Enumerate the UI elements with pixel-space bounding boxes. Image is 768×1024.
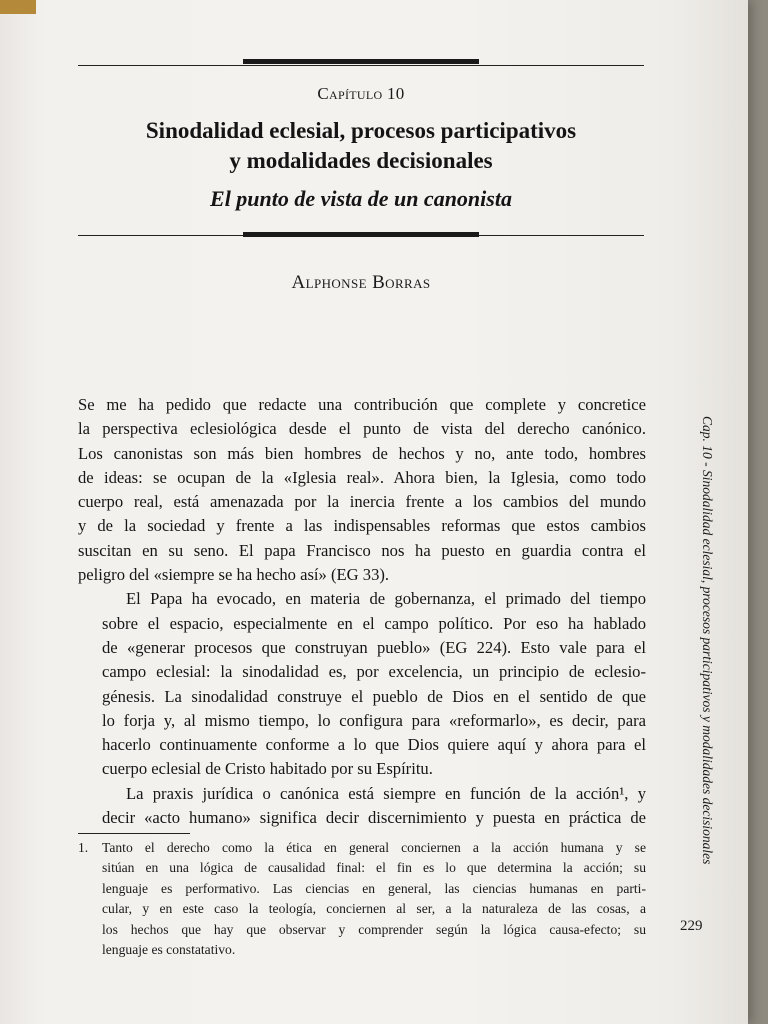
paragraph-3 [78, 782, 646, 831]
text-line: decir «acto humano» significa decir discernimiento y puesta en práctica de [102, 808, 646, 828]
text-line: Los canonistas son más bien hombres de hechos y no, ante todo, hombres [78, 443, 646, 463]
text-line: campo eclesial: la sinodalidad es, por excelencia, un principio de eclesio- [102, 662, 646, 682]
author-name: Alphonse Borras [291, 272, 431, 293]
text-line: de ideas: se ocupan de la «Iglesia real». Ahora bien, la Iglesia, como todo [78, 467, 646, 487]
text-line: La praxis jurídica o canónica está siempre en función de la acción¹, y [126, 783, 646, 803]
thin-rule [78, 65, 644, 66]
thick-rule [243, 59, 479, 64]
footnote-body [102, 838, 646, 960]
paragraph-1 [78, 393, 646, 587]
chapter-subtitle: El punto de vista de un canonista [210, 186, 512, 211]
text-line: la perspectiva eclesiológica desde el punto de vista del derecho canónico. [78, 419, 646, 439]
text-line: cuerpo eclesial de Cristo habitado por su Espíritu. [102, 759, 433, 779]
footnote-line: los hechos que hay que observar y comprender según la lógica causa-efecto; su [102, 921, 646, 937]
footnote-line: Tanto el derecho como la ética en general conciernen a la acción humana y se [102, 840, 646, 855]
footnote-rule [78, 833, 190, 834]
footnote-line: sitúan en una lógica de causalidad final: el fin es lo que determina la acción; su [102, 860, 646, 876]
text-line: hacerlo continuamente conforme a lo que Dios quiere aquí y ahora para el [102, 735, 646, 755]
chapter-label: Capítulo 10 [317, 84, 405, 103]
text-line: y de la sociedad y frente a las indispensables reformas que estos cambios [78, 516, 646, 536]
footnote-number: 1. [78, 840, 89, 855]
footnote [78, 838, 646, 960]
text-line: génesis. La sinodalidad construye el pueblo de Dios en el sentido de que [102, 686, 646, 706]
footnote-line: lenguaje es performativo. Las ciencias en general, las ciencias humanas en parti- [102, 880, 646, 896]
text-line: El Papa ha evocado, en materia de gobernanza, el primado del tiempo [126, 589, 646, 609]
text-line: peligro del «siempre se ha hecho así» (EG 33). [78, 565, 390, 585]
text-line: sobre el espacio, especialmente en el campo político. Por eso ha hablado [102, 613, 646, 633]
thick-rule [243, 232, 479, 237]
text-line: lo forja y, al mismo tiempo, lo configura para «reformarlo», es decir, para [102, 710, 646, 730]
text-line: suscitan en su seno. El papa Francisco nos ha puesto en guardia contra el [78, 540, 646, 560]
footnote-line: cular, y en este caso la teología, conciernen al ser, a la naturaleza de las cosas, a [102, 901, 646, 917]
text-line: de «generar procesos que construyan pueblo» (EG 224). Esto vale para el [102, 637, 646, 657]
bookmark-tab [0, 0, 36, 14]
body-text [78, 393, 646, 830]
chapter-title-line-1: Sinodalidad eclesial, procesos participativos [145, 118, 577, 143]
page-number: 229 [680, 918, 703, 934]
text-line: cuerpo real, está amenazada por la inercia frente a los cambios del mundo [78, 492, 646, 512]
footnote-line: lenguaje es constatativo. [102, 942, 236, 958]
chapter-title [78, 116, 644, 176]
paragraph-2 [78, 587, 646, 781]
chapter-title-line-2: y modalidades decisionales [229, 148, 493, 173]
text-line: Se me ha pedido que redacte una contribución que complete y concretice [78, 395, 646, 414]
running-head: Cap. 10 - Sinodalidad eclesial, procesos participativos y modalidades decisionales [700, 416, 715, 865]
